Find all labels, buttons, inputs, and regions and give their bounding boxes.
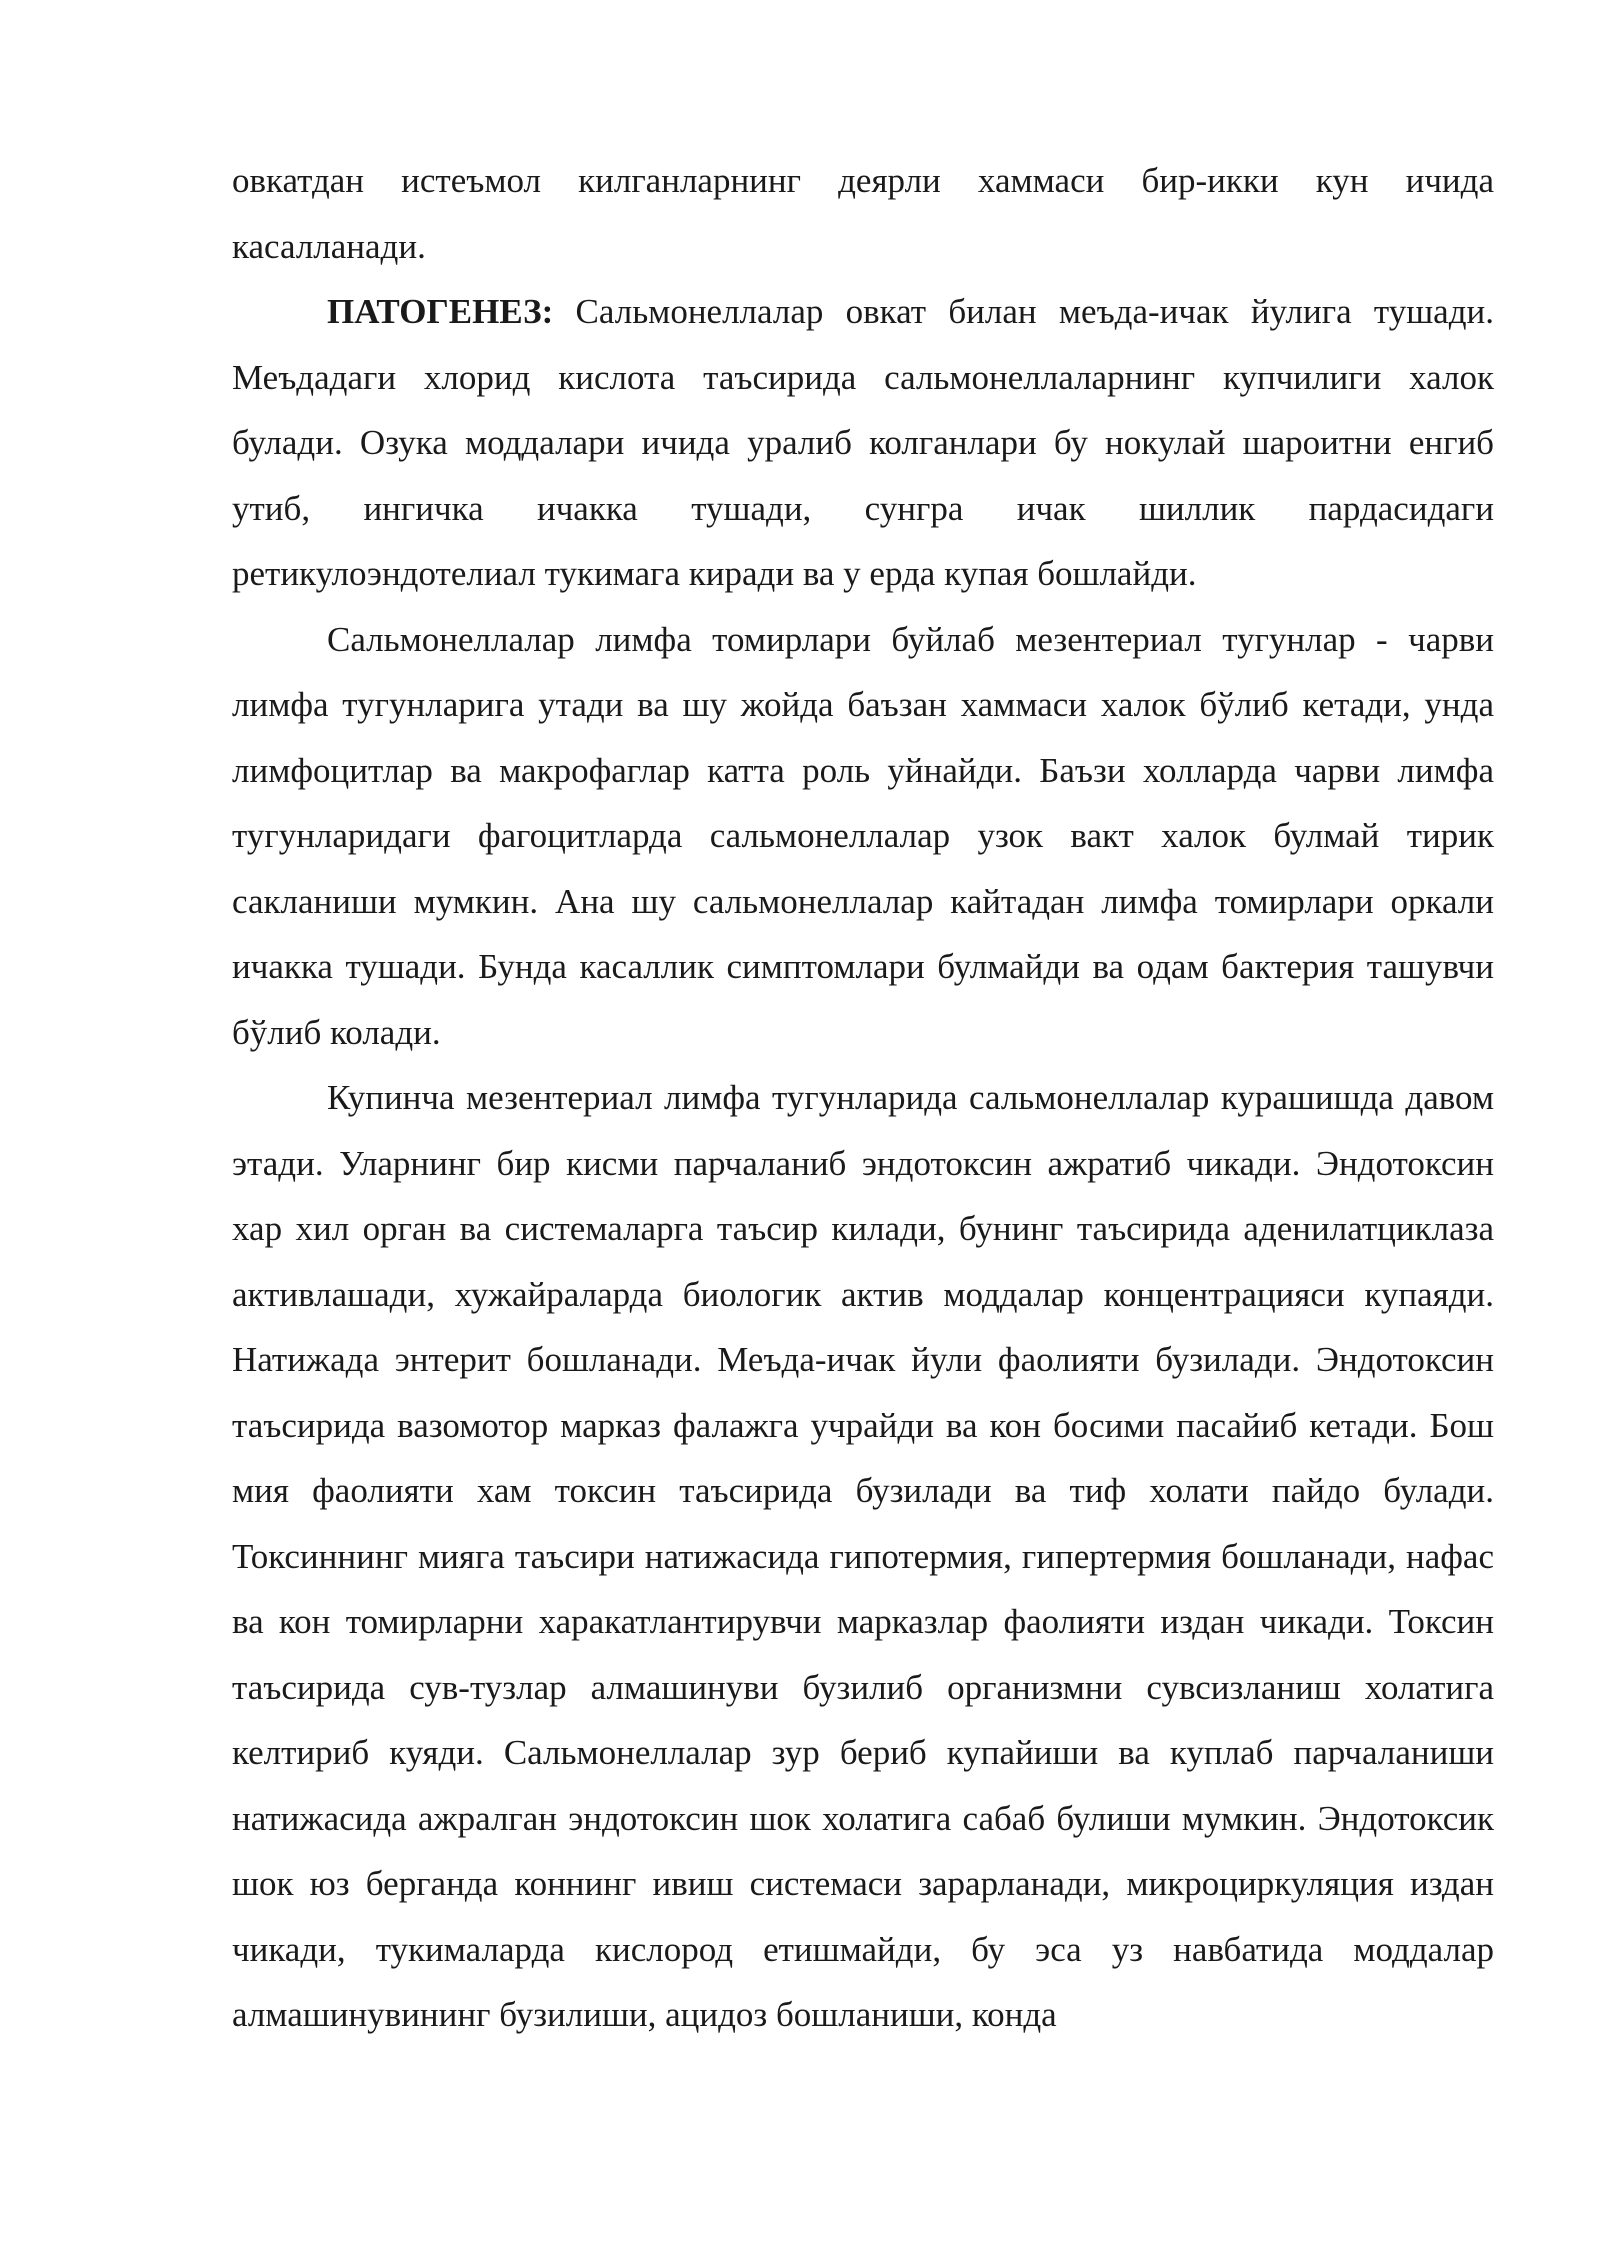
paragraph-text: Сальмонеллалар овкат билан меъда-ичак йулига тушади. Меъдадаги хлорид кислота таъсирида сальмонеллаларнинг купчилиги халок булади. Озука моддалари ичида уралиб колганлари бу нокулай шароитни енгиб утиб, ингичка ичакка тушади, сунгра ичак шиллик пардасидаги ретикулоэндотелиал тукимага киради ва у ерда купая бошлайди.: [232, 292, 1494, 593]
paragraph-text: Купинча мезентериал лимфа тугунларида сальмонеллалар курашишда давом этади. Уларнинг бир кисми парчаланиб эндотоксин ажратиб чикади. Эндотоксин хар хил орган ва системаларга таъсир килади, бунинг таъсирида аденилатциклаза активлашади, хужайраларда биологик актив моддалар концентрацияси купаяди. Натижада энтерит бошланади. Меъда-ичак йули фаолияти бузилади. Эндотоксин таъсирида вазомотор марказ фалажга учрайди ва кон босими пасайиб кетади. Бош мия фаолияти хам токсин таъсирида бузилади ва тиф холати пайдо булади. Токсиннинг мияга таъсири натижасида гипотермия, гипертермия бошланади, нафас ва кон томирларни харакатлантирувчи марказлар фаолияти издан чикади. Токсин таъсирида сув-тузлар алмашинуви бузилиб организмни сувсизланиш холатига келтириб куяди. Сальмонеллалар зур бериб купайиши ва куплаб парчаланиши натижасида ажралган эндотоксин шок холатига сабаб булиши мумкин. Эндотоксик шок юз берганда коннинг ивиш системаси зарарланади, микроциркуляция издан чикади, тукималарда кислород етишмайди, бу эса уз навбатида моддалар алмашинувининг бузилиши, ацидоз бошланиши, конда: [232, 1078, 1494, 2034]
section-heading: ПАТОГЕНЕЗ:: [327, 292, 554, 331]
paragraph-text: Сальмонеллалар лимфа томирлари буйлаб мезентериал тугунлар - чарви лимфа тугунларига утади ва шу жойда баъзан хаммаси халок бўлиб кетади, унда лимфоцитлар ва макрофаглар катта роль уйнайди. Баъзи холларда чарви лимфа тугунларидаги фагоцитларда сальмонеллалар узок вакт халок булмай тирик сакланиши мумкин. Ана шу сальмонеллалар кайтадан лимфа томирлари оркали ичакка тушади. Бунда касаллик симптомлари булмайди ва одам бактерия ташувчи бўлиб колади.: [232, 619, 1494, 1052]
paragraph-lymph: [232, 607, 1494, 1066]
paragraph-pathogenesis: [232, 279, 1494, 607]
paragraph-mesenteric: [232, 1065, 1494, 2048]
paragraph-intro: [232, 148, 1494, 279]
document-page: [232, 148, 1494, 2048]
paragraph-text: овкатдан истеъмол килганларнинг деярли хаммаси бир-икки кун ичида касалланади.: [232, 161, 1494, 266]
